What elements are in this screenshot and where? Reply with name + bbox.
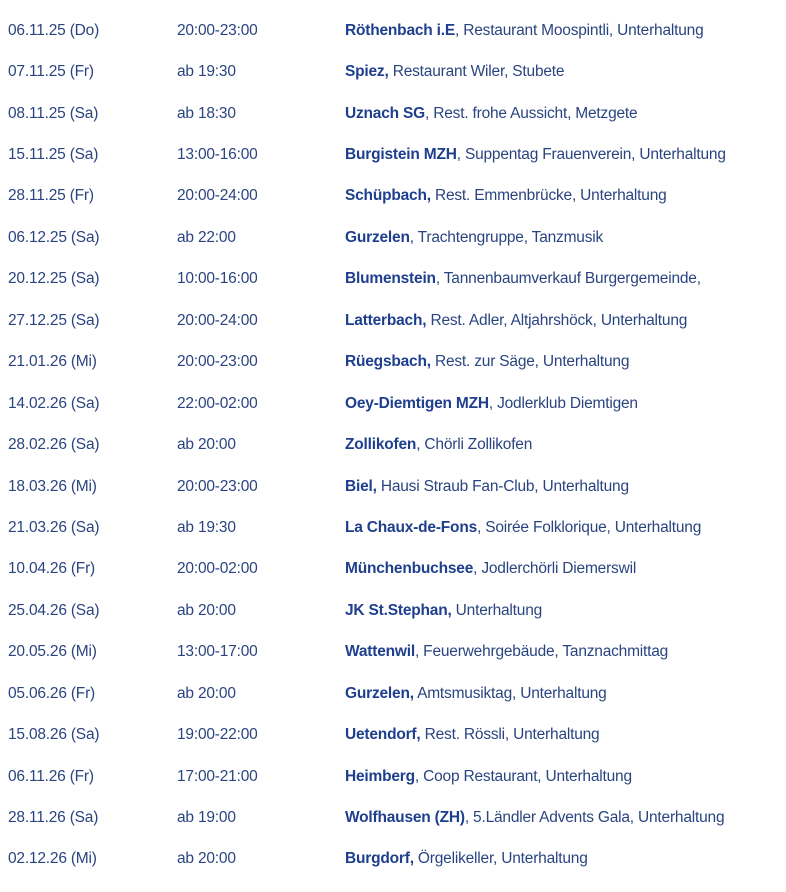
event-details: Restaurant Wiler, Stubete (388, 63, 565, 81)
event-date: 20.12.25 (Sa) (8, 270, 100, 288)
event-description (345, 229, 786, 247)
event-time: ab 18:30 (177, 104, 236, 122)
event-time: 22:00-02:00 (177, 394, 258, 412)
event-details: Rest. zur Säge, Unterhaltung (430, 353, 630, 371)
schedule-row (0, 176, 786, 217)
event-time: 13:00-16:00 (177, 146, 258, 164)
event-description (345, 478, 786, 496)
schedule-row (0, 259, 786, 300)
event-details: Unterhaltung (451, 601, 543, 619)
schedule-row (0, 383, 786, 424)
event-details: , Chörli Zollikofen (416, 436, 533, 454)
event-location: Gurzelen, (345, 684, 414, 702)
event-description (345, 105, 786, 123)
event-details: , Coop Restaurant, Unterhaltung (414, 767, 632, 785)
event-date: 28.11.26 (Sa) (8, 809, 99, 827)
event-description (345, 768, 786, 786)
event-date: 05.06.26 (Fr) (8, 684, 95, 702)
schedule-row (0, 342, 786, 383)
event-description (345, 187, 786, 205)
event-date: 15.11.25 (Sa) (8, 146, 99, 164)
event-details: , Tannenbaumverkauf Burgergemeinde, (435, 270, 701, 288)
schedule-row (0, 51, 786, 92)
schedule-row (0, 549, 786, 590)
event-time: ab 19:30 (177, 63, 236, 81)
event-time: 19:00-22:00 (177, 726, 258, 744)
event-details: Amtsmusiktag, Unterhaltung (413, 684, 607, 702)
event-description (345, 22, 786, 40)
event-location: Spiez, (345, 63, 389, 81)
event-date: 21.01.26 (Mi) (8, 353, 97, 371)
event-time: 20:00-23:00 (177, 353, 258, 371)
event-location: La Chaux-de-Fons (345, 518, 478, 536)
event-location: Wattenwil (345, 643, 415, 661)
event-description (345, 643, 786, 661)
event-details: , Jodlerchörli Diemerswil (473, 560, 637, 578)
event-description (345, 312, 786, 330)
schedule-row (0, 217, 786, 258)
event-time: ab 19:30 (177, 518, 236, 536)
event-date: 06.11.25 (Do) (8, 21, 100, 39)
event-description (345, 726, 786, 744)
event-time: ab 20:00 (177, 850, 236, 868)
event-description (345, 685, 786, 703)
event-details: , Jodlerklub Diemtigen (488, 394, 638, 412)
event-location: Röthenbach i.E (345, 21, 456, 39)
schedule-row (0, 797, 786, 838)
event-time: 20:00-02:00 (177, 560, 258, 578)
event-details: , Feuerwehrgebäude, Tanznachmittag (414, 643, 669, 661)
event-date: 28.02.26 (Sa) (8, 436, 100, 454)
event-location: Latterbach, (345, 311, 427, 329)
event-location: Burgdorf, (345, 850, 414, 868)
event-date: 06.11.26 (Fr) (8, 767, 94, 785)
event-description (345, 560, 786, 578)
schedule-row (0, 839, 786, 880)
event-time: ab 22:00 (177, 228, 236, 246)
event-details: Hausi Straub Fan-Club, Unterhaltung (376, 477, 629, 495)
event-date: 06.12.25 (Sa) (8, 228, 100, 246)
schedule-row (0, 424, 786, 465)
event-details: , Soirée Folklorique, Unterhaltung (477, 518, 702, 536)
schedule-row (0, 714, 786, 755)
event-location: Uetendorf, (345, 726, 421, 744)
event-date: 15.08.26 (Sa) (8, 726, 100, 744)
event-date: 20.05.26 (Mi) (8, 643, 97, 661)
schedule-row (0, 466, 786, 507)
event-time: 20:00-23:00 (177, 477, 258, 495)
event-date: 02.12.26 (Mi) (8, 850, 97, 868)
event-location: Heimberg (345, 767, 415, 785)
schedule-row (0, 93, 786, 134)
event-details: , Restaurant Moospintli, Unterhaltung (455, 21, 704, 39)
schedule-row (0, 300, 786, 341)
event-description (345, 63, 786, 81)
event-location: Biel, (345, 477, 377, 495)
event-location: Burgistein MZH (345, 146, 457, 164)
event-description (345, 270, 786, 288)
event-schedule-list (0, 10, 786, 880)
event-details: , Rest. frohe Aussicht, Metzgete (425, 104, 638, 122)
event-details: Örgelikeller, Unterhaltung (413, 850, 588, 868)
event-date: 28.11.25 (Fr) (8, 187, 94, 205)
event-location: Uznach SG (345, 104, 426, 122)
event-location: JK St.Stephan, (345, 601, 452, 619)
event-description (345, 146, 786, 164)
event-location: Schüpbach, (345, 187, 431, 205)
schedule-row (0, 673, 786, 714)
event-date: 18.03.26 (Mi) (8, 477, 97, 495)
schedule-row (0, 10, 786, 51)
event-location: Wolfhausen (ZH) (345, 809, 465, 827)
event-time: ab 20:00 (177, 601, 236, 619)
schedule-row (0, 632, 786, 673)
schedule-row (0, 507, 786, 548)
event-description (345, 353, 786, 371)
event-details: , Suppentag Frauenverein, Unterhaltung (456, 146, 726, 164)
event-time: ab 20:00 (177, 684, 236, 702)
schedule-row (0, 756, 786, 797)
event-time: 13:00-17:00 (177, 643, 258, 661)
event-description (345, 395, 786, 413)
event-details: Rest. Adler, Altjahrshöck, Unterhaltung (426, 311, 688, 329)
event-date: 14.02.26 (Sa) (8, 394, 100, 412)
event-details: Rest. Rössli, Unterhaltung (420, 726, 600, 744)
schedule-row (0, 134, 786, 175)
event-description (345, 850, 786, 868)
event-details: Rest. Emmenbrücke, Unterhaltung (430, 187, 667, 205)
event-time: ab 19:00 (177, 809, 236, 827)
event-time: ab 20:00 (177, 436, 236, 454)
event-date: 27.12.25 (Sa) (8, 311, 100, 329)
event-time: 20:00-23:00 (177, 21, 258, 39)
event-location: Zollikofen (345, 436, 417, 454)
event-location: Oey-Diemtigen MZH (345, 394, 489, 412)
event-location: Rüegsbach, (345, 353, 431, 371)
event-details: , Trachtengruppe, Tanzmusik (409, 228, 604, 246)
event-date: 21.03.26 (Sa) (8, 518, 100, 536)
event-time: 17:00-21:00 (177, 767, 258, 785)
event-time: 20:00-24:00 (177, 187, 258, 205)
event-description (345, 602, 786, 620)
event-date: 10.04.26 (Fr) (8, 560, 95, 578)
event-description (345, 519, 786, 537)
event-time: 10:00-16:00 (177, 270, 258, 288)
event-time: 20:00-24:00 (177, 311, 258, 329)
event-date: 25.04.26 (Sa) (8, 601, 100, 619)
event-location: Blumenstein (345, 270, 436, 288)
schedule-row (0, 590, 786, 631)
event-description (345, 809, 786, 827)
event-location: Gurzelen (345, 228, 410, 246)
event-description (345, 436, 786, 454)
event-date: 07.11.25 (Fr) (8, 63, 94, 81)
event-date: 08.11.25 (Sa) (8, 104, 99, 122)
event-details: , 5.Ländler Advents Gala, Unterhaltung (464, 809, 725, 827)
event-location: Münchenbuchsee (345, 560, 474, 578)
